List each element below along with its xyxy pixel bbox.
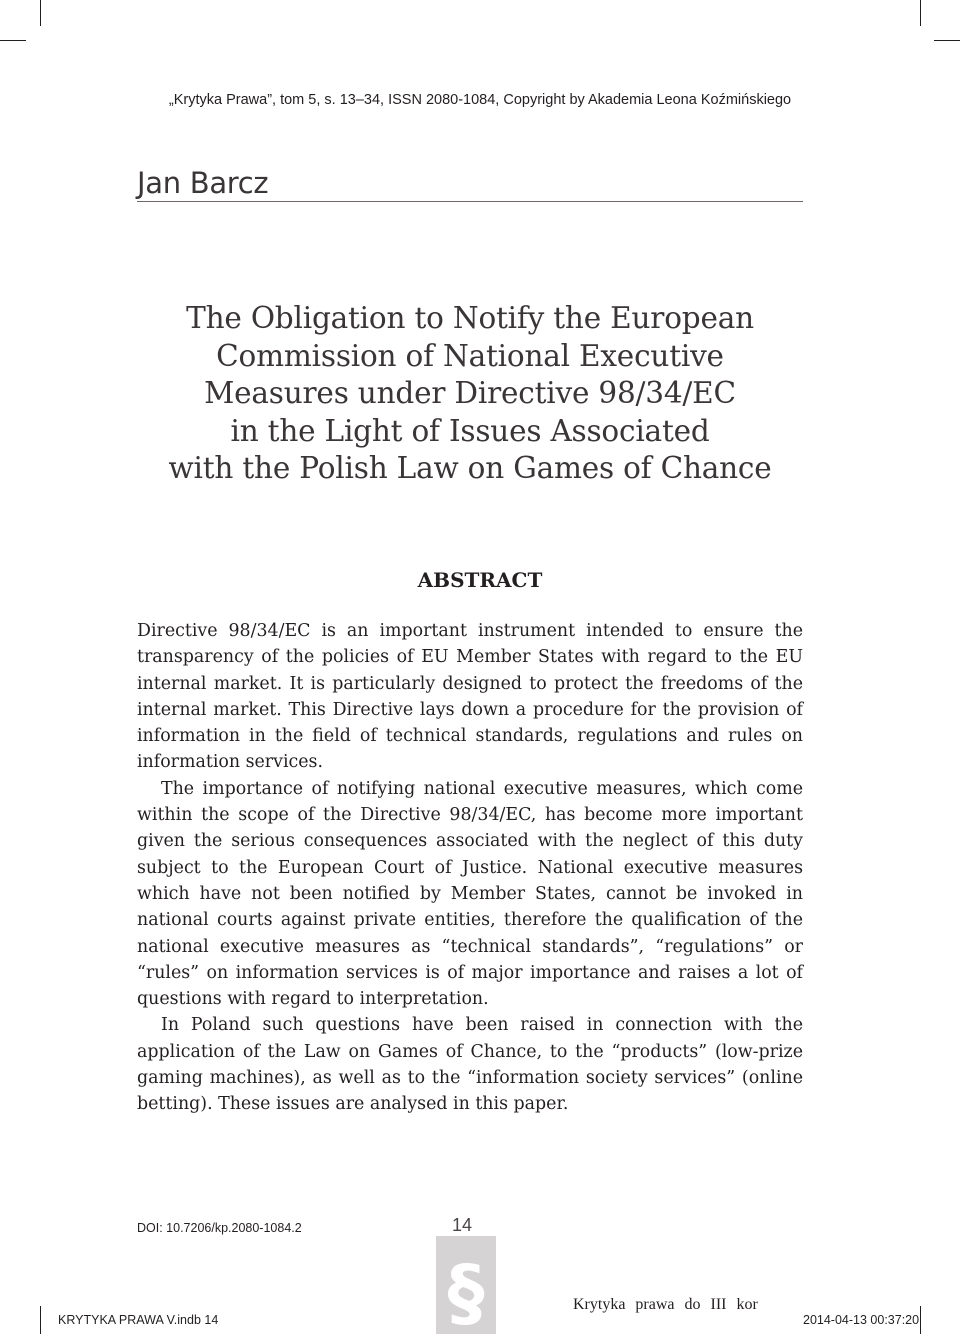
abstract-heading: ABSTRACT: [417, 568, 543, 592]
abstract-paragraph: Directive 98/34/EC is an important instrument intended to ensure the transparency of the policies of EU Member States with regard to the EU internal market. It is particularly designed to protect the freedoms of the internal market. This Directive lays down a procedure for the provision of information in the field of technical standards, regulations and rules on information services.: [137, 621, 803, 773]
article-title: [120, 300, 820, 488]
page-number: 14: [452, 1215, 473, 1235]
title-line: with the Polish Law on Games of Chance: [168, 451, 772, 485]
svg-text:§: §: [447, 1250, 485, 1334]
title-line: Measures under Directive 98/34/EC: [204, 376, 736, 410]
crop-mark: [920, 1306, 921, 1334]
crop-mark: [40, 1306, 41, 1334]
doi-label: DOI: 10.7206/kp.2080-1084.2: [137, 1221, 302, 1235]
crop-mark: [40, 0, 41, 26]
crop-mark: [934, 40, 960, 41]
title-line: in the Light of Issues Associated: [230, 413, 710, 448]
crop-mark: [920, 0, 921, 26]
section-sign-icon: [436, 1236, 496, 1334]
abstract-paragraph: The importance of notifying national executive measures, which come within the scope of the Directive 98/34/EC, has become more important given the serious consequences associated with the neglect of this duty subject to the European Court of Justice. National executive measures which have not been notified by Member States, cannot be invoked in national courts against private entities, therefore the qualification of the national executive measures as “technical standards”, “regulations” or “rules” on information services is of major importance and raises a lot of questions with regard to interpretation.: [137, 778, 803, 1010]
footer-timestamp: 2014-04-13 00:37:20: [803, 1313, 920, 1327]
abstract-paragraph: In Poland such questions have been raised in connection with the application of the Law on Games of Chance, to the “products” (low-prize gaming machines), as well as to the “information society services” (online betting). These issues are analysed in this paper.: [137, 1015, 803, 1115]
title-line: The Obligation to Notify the European: [186, 301, 754, 335]
author-name: Jan Barcz: [137, 166, 269, 200]
title-line: Commission of National Executive: [216, 338, 724, 373]
abstract-body: [137, 618, 803, 1118]
footer-file-name: KRYTYKA PRAWA V.indb 14: [58, 1313, 219, 1327]
footer-printer-mark: Krytyka prawa do III kor: [573, 1296, 758, 1313]
journal-header: „Krytyka Prawa”, tom 5, s. 13–34, ISSN 2080-1084, Copyright by Akademia Leona Koźmińskiego: [168, 92, 792, 108]
crop-mark: [0, 40, 26, 41]
author-underline: [137, 201, 803, 202]
